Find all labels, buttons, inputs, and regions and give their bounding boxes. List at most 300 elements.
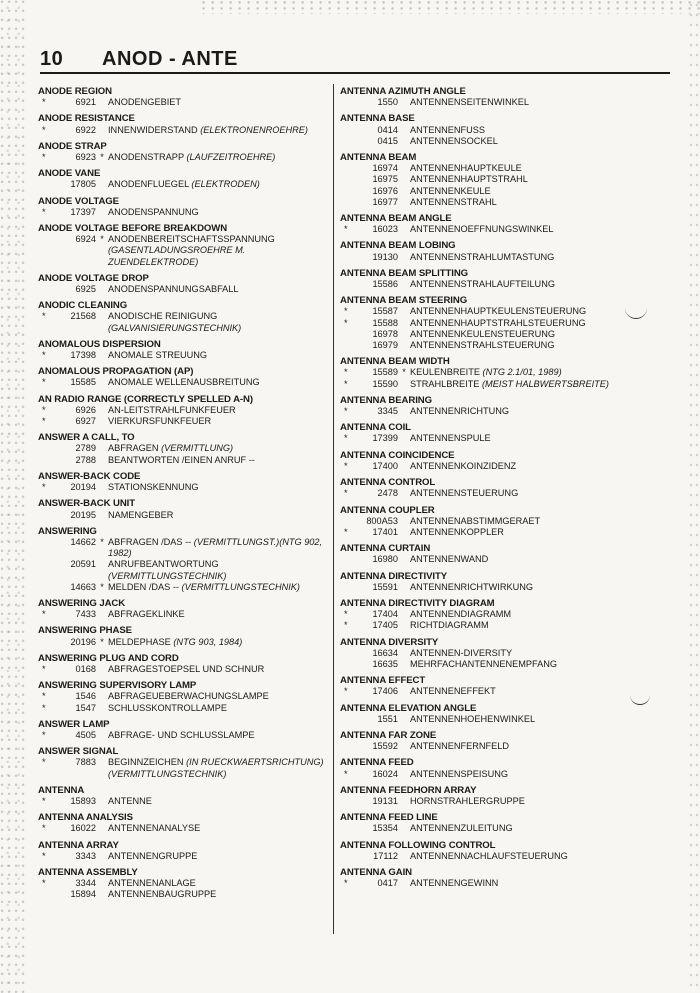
- entry-code: 16975: [372, 174, 398, 185]
- reference-marker: *: [402, 367, 406, 378]
- entry-code: 16976: [372, 185, 398, 196]
- translation: [410, 769, 635, 780]
- dictionary-entry: [340, 422, 635, 444]
- translation-text: ANTENNENWAND: [410, 554, 489, 565]
- translation-line: [38, 730, 333, 741]
- entry-term: ANSWER A CALL, TO: [38, 432, 135, 444]
- entry-code: 3343: [75, 850, 96, 861]
- translation-text: ANTENNENKEULE: [410, 185, 491, 196]
- usage-note: (LAUFZEITROEHRE): [186, 152, 276, 163]
- translation-line: [340, 714, 635, 725]
- translation: [108, 284, 333, 295]
- translation: [108, 796, 333, 807]
- entry-code: 1550: [377, 97, 398, 108]
- entry-code: 15590: [372, 378, 398, 389]
- scan-noise-top: [200, 0, 700, 14]
- left-column: [38, 86, 333, 906]
- entry-term: ANTENNA FEED: [340, 757, 414, 769]
- entry-code: 14663: [70, 581, 96, 592]
- standard-marker: *: [344, 686, 348, 697]
- entry-term: ANTENNA FEED LINE: [340, 812, 438, 824]
- translation-text: ANTENNENNACHLAUFSTEUERUNG: [410, 850, 568, 861]
- entry-term: ANTENNA ANALYSIS: [38, 812, 133, 824]
- dictionary-entry: [340, 505, 635, 539]
- translation: [410, 306, 635, 317]
- translation-text: MELDEPHASE: [108, 636, 171, 647]
- entry-code: 15592: [372, 741, 398, 752]
- translation: [108, 125, 333, 136]
- entry-term: ANTENNA: [38, 784, 85, 796]
- dictionary-entry: [38, 113, 333, 135]
- dictionary-entry: [340, 840, 635, 862]
- entry-code: 14662: [70, 536, 96, 547]
- standard-marker: *: [42, 795, 46, 806]
- translation-line: [340, 648, 635, 659]
- translation: [410, 527, 635, 538]
- dictionary-entry: [340, 356, 635, 390]
- reference-marker: *: [100, 152, 104, 163]
- translation: [108, 851, 333, 862]
- translation: [108, 757, 333, 779]
- entry-code: 15354: [372, 823, 398, 834]
- entry-code: 17805: [70, 179, 96, 190]
- entry-code: 16024: [372, 768, 398, 779]
- translation: [410, 318, 635, 329]
- entry-code: 15586: [372, 279, 398, 290]
- standard-marker: *: [42, 311, 46, 322]
- dictionary-entry: [38, 498, 333, 520]
- standard-marker: *: [344, 878, 348, 889]
- translation-text: ANODENBEREITSCHAFTSSPANNUNG: [108, 234, 275, 245]
- dictionary-entry: [340, 295, 635, 351]
- usage-note: (MEIST HALBWERTSBREITE): [482, 378, 609, 389]
- entry-term: ANTENNA BEARING: [340, 394, 432, 406]
- translation: [410, 878, 635, 889]
- translation: [410, 741, 635, 752]
- translation-line: [38, 152, 333, 163]
- standard-marker: *: [344, 768, 348, 779]
- standard-marker: *: [344, 317, 348, 328]
- usage-note: (GASENTLADUNGSROEHRE M. ZUENDELEKTRODE): [108, 245, 246, 267]
- entry-term: ANODE VOLTAGE BEFORE BREAKDOWN: [38, 223, 228, 235]
- dictionary-entry: [340, 395, 635, 417]
- translation: [410, 516, 635, 527]
- translation-line: [38, 207, 333, 218]
- translation-line: [340, 279, 635, 290]
- entry-code: 0414: [377, 124, 398, 135]
- translation-line: [38, 559, 333, 581]
- standard-marker: *: [42, 152, 46, 163]
- usage-note: (VERMITTLUNGSTECHNIK): [108, 570, 227, 581]
- translation: [108, 416, 333, 427]
- translation-line: [340, 367, 635, 378]
- translation-text: ANTENNENSTEUERUNG: [410, 488, 519, 499]
- standard-marker: *: [42, 416, 46, 427]
- dictionary-entry: [38, 840, 333, 862]
- translation-line: [340, 174, 635, 185]
- translation: [108, 207, 333, 218]
- translation-text: ANTENNENSTRAHLSTEUERUNG: [410, 340, 555, 351]
- translation-text: ANTENNENSPULE: [410, 433, 491, 444]
- translation-text: ANODENSTRAPP: [108, 152, 184, 163]
- translation-text: ABFRAGEN /DAS --: [108, 536, 192, 547]
- translation-line: [340, 163, 635, 174]
- translation: [108, 878, 333, 889]
- right-column: [340, 86, 635, 894]
- translation-line: [38, 97, 333, 108]
- usage-note: (VERMITTLUNGSTECHNIK): [181, 581, 300, 592]
- translation-text: ABFRAGEKLINKE: [108, 609, 185, 620]
- entry-code: 6923: [75, 152, 96, 163]
- reference-marker: *: [100, 636, 104, 647]
- translation: [108, 350, 333, 361]
- dictionary-entry: [340, 268, 635, 290]
- entry-term: ANODE REGION: [38, 86, 112, 97]
- translation-line: [38, 311, 333, 333]
- translation: [410, 851, 635, 862]
- entry-term: ANTENNA COIL: [340, 422, 411, 434]
- entry-code: 15894: [70, 889, 96, 900]
- reference-marker: *: [100, 536, 104, 547]
- entry-code: 17112: [373, 850, 398, 861]
- translation-line: [38, 878, 333, 889]
- standard-marker: *: [42, 729, 46, 740]
- entry-term: ANTENNA BEAM: [340, 152, 417, 164]
- entry-term: ANSWERING: [38, 525, 97, 537]
- translation: [108, 455, 333, 466]
- dictionary-entry: [38, 366, 333, 388]
- entry-term: ANODE VANE: [38, 168, 101, 180]
- dictionary-entry: [38, 300, 333, 334]
- entry-code: 2788: [75, 454, 96, 465]
- translation-line: [38, 637, 333, 648]
- entry-code: 1547: [75, 702, 96, 713]
- translation-text: STRAHLBREITE: [410, 378, 480, 389]
- translation-line: [340, 197, 635, 208]
- entry-code: 16635: [372, 658, 398, 669]
- entry-code: 16023: [372, 224, 398, 235]
- translation-line: [38, 889, 333, 900]
- standard-marker: *: [42, 350, 46, 361]
- entry-term: ANSWERING PLUG AND CORD: [38, 652, 179, 664]
- translation: [410, 714, 635, 725]
- translation-text: ABFRAGEN: [108, 443, 159, 454]
- translation-text: ANODISCHE REINIGUNG: [108, 311, 218, 322]
- translation-text: ANTENNENSTRAHLUMTASTUNG: [410, 251, 555, 262]
- translation-line: [38, 482, 333, 493]
- translation: [410, 582, 635, 593]
- translation-text: ANTENNENHOEHENWINKEL: [410, 713, 536, 724]
- translation-line: [38, 443, 333, 454]
- entry-code: 4505: [75, 729, 96, 740]
- entry-term: ANTENNA CONTROL: [340, 477, 436, 489]
- translation-text: BEANTWORTEN /EINEN ANRUF --: [108, 454, 255, 465]
- translation-line: [38, 851, 333, 862]
- entry-term: ANTENNA FAR ZONE: [340, 729, 437, 741]
- translation: [108, 510, 333, 521]
- translation: [108, 559, 333, 581]
- dictionary-entry: [38, 471, 333, 493]
- entry-term: ANSWER SIGNAL: [38, 746, 119, 758]
- translation: [410, 224, 635, 235]
- entry-term: ANTENNA BEAM WIDTH: [340, 356, 450, 368]
- translation-line: [340, 406, 635, 417]
- standard-marker: *: [42, 404, 46, 415]
- standard-marker: *: [344, 620, 348, 631]
- translation-line: [340, 125, 635, 136]
- translation-text: ANTENNENKOINZIDENZ: [410, 460, 517, 471]
- translation-line: [340, 851, 635, 862]
- dictionary-entry: [340, 867, 635, 889]
- dictionary-entry: [340, 785, 635, 807]
- entry-term: ANTENNA BEAM SPLITTING: [340, 267, 469, 279]
- usage-note: (NTG 2.1/01, 1989): [482, 367, 562, 378]
- standard-marker: *: [344, 460, 348, 471]
- translation-text: MEHRFACHANTENNENEMPFANG: [410, 658, 558, 669]
- translation-text: ANTENNENSPEISUNG: [410, 768, 509, 779]
- entry-term: ANODE VOLTAGE: [38, 195, 119, 207]
- translation-line: [340, 329, 635, 340]
- translation: [108, 609, 333, 620]
- dictionary-entry: [340, 213, 635, 235]
- dictionary-entry: [38, 812, 333, 834]
- dictionary-entry: [38, 526, 333, 593]
- dictionary-entry: [38, 141, 333, 163]
- translation-line: [38, 796, 333, 807]
- translation-line: [38, 405, 333, 416]
- entry-code: 20196: [70, 636, 96, 647]
- usage-note: (GALVANISIERUNGSTECHNIK): [108, 322, 242, 333]
- entry-term: ANOMALOUS PROPAGATION (AP): [38, 366, 194, 378]
- translation-line: [38, 582, 333, 593]
- entry-term: ANODE VOLTAGE DROP: [38, 272, 149, 284]
- entry-code: 800A53: [366, 515, 398, 526]
- standard-marker: *: [344, 224, 348, 235]
- dictionary-entry: [38, 625, 333, 647]
- dictionary-entry: [38, 168, 333, 190]
- translation-line: [340, 582, 635, 593]
- translation-text: ANTENNENGRUPPE: [108, 850, 198, 861]
- entry-code: 6927: [75, 416, 96, 427]
- translation-text: ANTENNEN-DIVERSITY: [410, 647, 513, 658]
- translation-text: ANTENNE: [108, 795, 152, 806]
- standard-marker: *: [344, 609, 348, 620]
- dictionary-entry: [38, 273, 333, 295]
- translation: [410, 609, 635, 620]
- translation-line: [38, 234, 333, 268]
- entry-code: 6922: [75, 124, 96, 135]
- translation-line: [340, 516, 635, 527]
- translation: [108, 482, 333, 493]
- translation: [108, 97, 333, 108]
- translation-line: [38, 350, 333, 361]
- standard-marker: *: [42, 823, 46, 834]
- dictionary-entry: [38, 867, 333, 901]
- standard-marker: *: [42, 124, 46, 135]
- entry-term: ANTENNA COUPLER: [340, 504, 435, 516]
- translation: [108, 582, 333, 593]
- page-header: [40, 48, 670, 72]
- translation-line: [340, 741, 635, 752]
- dictionary-entry: [38, 86, 333, 108]
- translation-line: [340, 488, 635, 499]
- translation-line: [340, 461, 635, 472]
- translation: [410, 461, 635, 472]
- translation-text: ANTENNENABSTIMMGERAET: [410, 515, 541, 526]
- entry-code: 21568: [70, 311, 96, 322]
- entry-term: ANTENNA GAIN: [340, 866, 412, 878]
- translation-line: [38, 664, 333, 675]
- translation-line: [340, 379, 635, 390]
- entry-term: ANODE RESISTANCE: [38, 113, 135, 125]
- translation-line: [340, 136, 635, 147]
- translation-text: ANTENNENHAUPTSTRAHLSTEUERUNG: [410, 317, 586, 328]
- entry-term: ANTENNA BASE: [340, 113, 415, 125]
- entry-term: ANTENNA COINCIDENCE: [340, 449, 455, 461]
- entry-code: 0415: [377, 135, 398, 146]
- entry-code: 3345: [377, 406, 398, 417]
- translation: [410, 488, 635, 499]
- translation: [410, 659, 635, 670]
- translation-line: [38, 125, 333, 136]
- standard-marker: *: [42, 482, 46, 493]
- translation: [410, 379, 635, 390]
- entry-code: 15588: [372, 317, 398, 328]
- entry-code: 20194: [70, 482, 96, 493]
- translation: [108, 405, 333, 416]
- scan-noise-right: [688, 0, 700, 993]
- translation-text: RICHTDIAGRAMM: [410, 620, 489, 631]
- translation-text: HORNSTRAHLERGRUPPE: [410, 795, 525, 806]
- usage-note: (VERMITTLUNG): [161, 443, 234, 454]
- translation-text: ANTENNENHAUPTSTRAHL: [410, 174, 528, 185]
- entry-code: 16974: [372, 163, 398, 174]
- entry-code: 15589: [372, 367, 398, 378]
- standard-marker: *: [42, 702, 46, 713]
- entry-term: ANTENNA AZIMUTH ANGLE: [340, 86, 466, 97]
- entry-code: 19131: [372, 795, 398, 806]
- translation-line: [340, 609, 635, 620]
- translation-line: [340, 318, 635, 329]
- entry-code: 1546: [75, 691, 96, 702]
- dictionary-entry: [340, 240, 635, 262]
- translation: [410, 340, 635, 351]
- translation: [410, 163, 635, 174]
- entry-term: ANTENNA BEAM STEERING: [340, 295, 468, 307]
- standard-marker: *: [42, 878, 46, 889]
- translation: [108, 311, 333, 333]
- translation: [108, 152, 333, 163]
- dictionary-entry: [38, 746, 333, 780]
- usage-note: (IN RUECKWAERTSRICHTUNG) (VERMITTLUNGSTECHNIK): [108, 757, 324, 779]
- translation: [410, 329, 635, 340]
- entry-code: 15585: [70, 377, 96, 388]
- translation: [108, 730, 333, 741]
- translation-text: ANTENNENDIAGRAMM: [410, 609, 512, 620]
- translation-text: ANTENNENKOPPLER: [410, 526, 504, 537]
- entry-code: 16977: [372, 196, 398, 207]
- dictionary-entry: [340, 86, 635, 108]
- dictionary-entry: [340, 812, 635, 834]
- entry-code: 6926: [75, 404, 96, 415]
- dictionary-entry: [340, 543, 635, 565]
- translation-text: ANTENNENANALYSE: [108, 823, 201, 834]
- translation: [108, 691, 333, 702]
- entry-code: 0168: [75, 663, 96, 674]
- dictionary-entry: [340, 637, 635, 671]
- entry-term: ANTENNA FEEDHORN ARRAY: [340, 784, 477, 796]
- translation: [410, 136, 635, 147]
- dictionary-entry: [340, 571, 635, 593]
- page-number: 10: [40, 48, 64, 70]
- translation: [108, 179, 333, 190]
- entry-code: 0417: [377, 878, 398, 889]
- entry-code: 7433: [75, 609, 96, 620]
- translation: [108, 889, 333, 900]
- entry-code: 15591: [372, 581, 398, 592]
- translation-text: VIERKURSFUNKFEUER: [108, 416, 212, 427]
- dictionary-entry: [38, 680, 333, 714]
- dictionary-entry: [38, 394, 333, 428]
- translation-text: ANODENSPANNUNGSABFALL: [108, 284, 239, 295]
- dictionary-entry: [340, 730, 635, 752]
- translation-text: NAMENGEBER: [108, 509, 174, 520]
- translation-text: MELDEN /DAS --: [108, 581, 179, 592]
- entry-code: 17404: [372, 609, 398, 620]
- translation-text: ANTENNENFERNFELD: [410, 741, 510, 752]
- translation: [410, 406, 635, 417]
- translation: [108, 664, 333, 675]
- translation-line: [38, 179, 333, 190]
- usage-note: (NTG 903, 1984): [173, 636, 243, 647]
- dictionary-entry: [340, 757, 635, 779]
- dictionary-entry: [38, 785, 333, 807]
- dictionary-entry: [38, 719, 333, 741]
- dictionary-entry: [38, 223, 333, 268]
- translation-line: [38, 691, 333, 702]
- translation-text: ANODENGEBIET: [108, 97, 182, 108]
- translation-line: [340, 823, 635, 834]
- entry-term: ANSWERING PHASE: [38, 625, 132, 637]
- translation-line: [38, 455, 333, 466]
- translation: [108, 703, 333, 714]
- translation-text: ANTENNENGEWINN: [410, 878, 499, 889]
- entry-term: ANSWERING JACK: [38, 597, 126, 609]
- entry-term: ANTENNA ASSEMBLY: [38, 866, 138, 878]
- entry-term: ANTENNA DIRECTIVITY: [340, 570, 448, 582]
- entry-code: 16979: [372, 340, 398, 351]
- translation: [108, 443, 333, 454]
- translation-line: [38, 284, 333, 295]
- scan-noise-left: [0, 0, 26, 993]
- translation: [410, 823, 635, 834]
- translation-text: ANTENNENFUSS: [410, 124, 486, 135]
- translation-line: [38, 537, 333, 559]
- standard-marker: *: [42, 757, 46, 768]
- standard-marker: *: [42, 691, 46, 702]
- translation-text: ANTENNENBAUGRUPPE: [108, 889, 217, 900]
- translation-line: [340, 620, 635, 631]
- entry-term: ANSWER-BACK CODE: [38, 470, 141, 482]
- entry-code: 17405: [372, 620, 398, 631]
- translation: [410, 174, 635, 185]
- translation-text: ANTENNENEFFEKT: [410, 686, 496, 697]
- translation: [410, 554, 635, 565]
- reference-marker: *: [100, 234, 104, 245]
- standard-marker: *: [344, 406, 348, 417]
- dictionary-entry: [38, 339, 333, 361]
- entry-code: 20591: [70, 559, 96, 570]
